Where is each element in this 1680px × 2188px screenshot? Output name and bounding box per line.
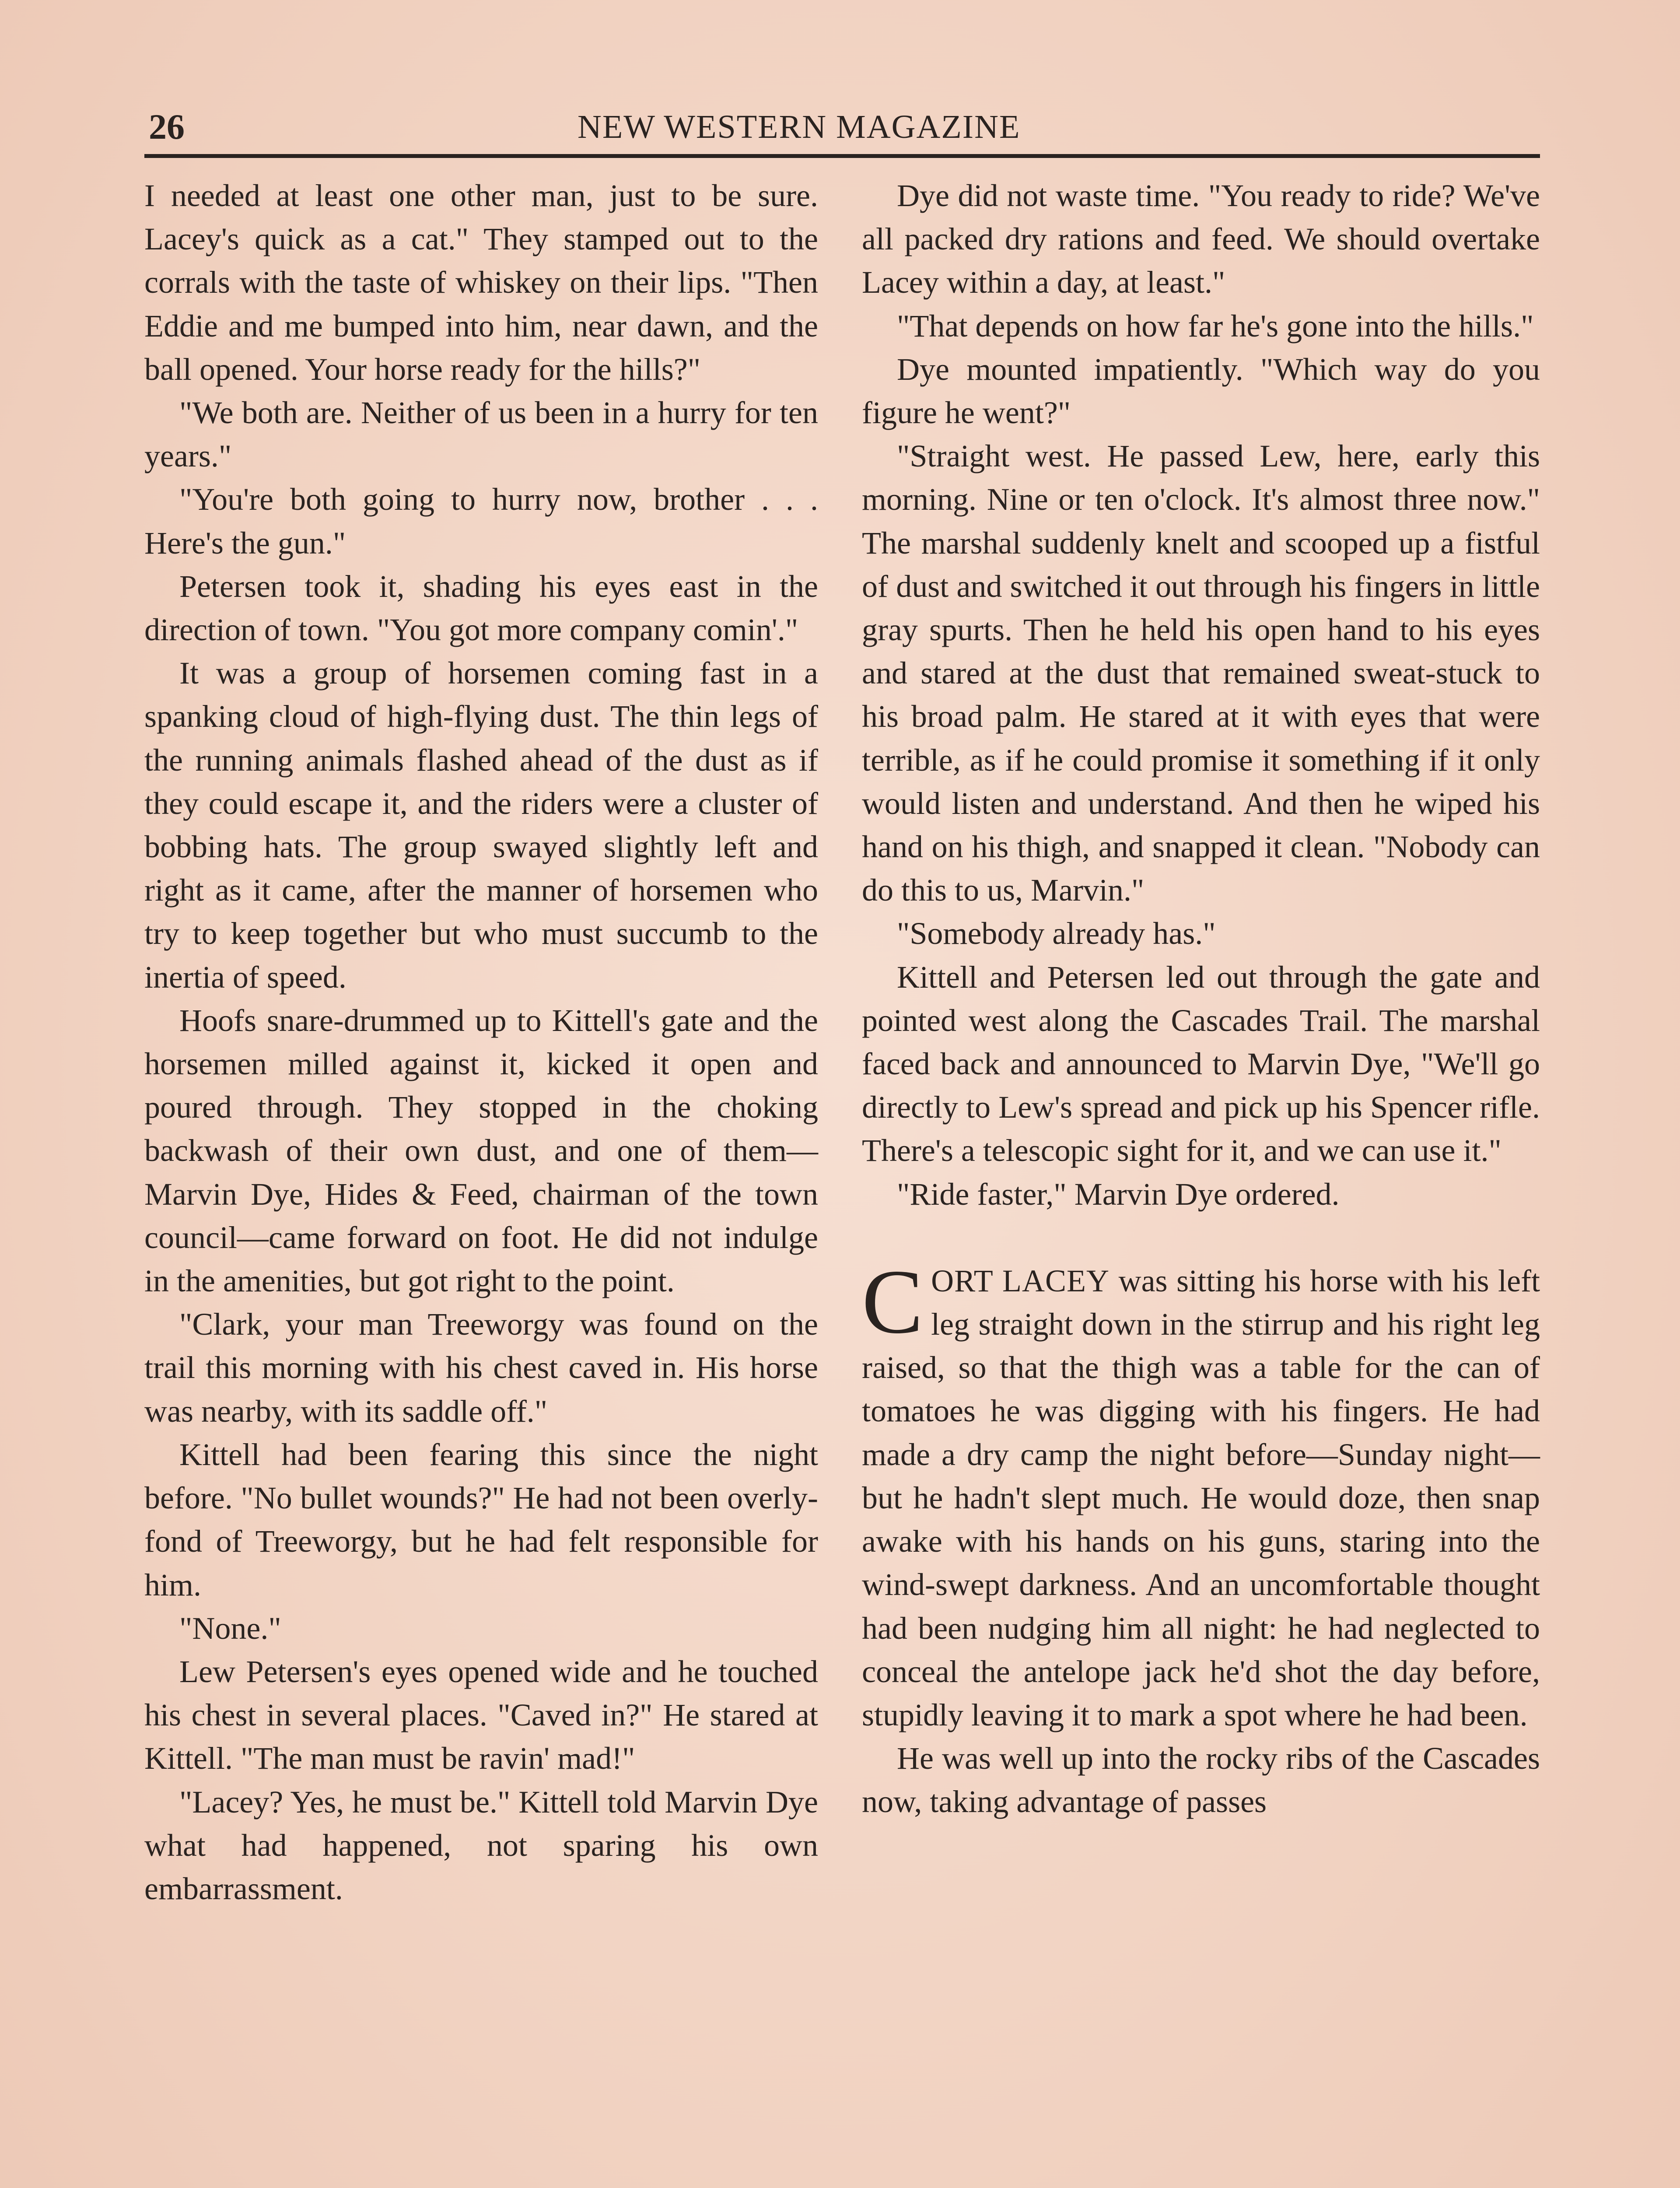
paragraph: "None." xyxy=(179,1610,281,1646)
left-column xyxy=(144,174,818,1911)
paragraph: "Clark, your man Treeworgy was found on the trail this morning with his chest caved in. His horse was nearby, with its saddle off." xyxy=(144,1307,818,1429)
paragraph: "Ride faster," Marvin Dye ordered. xyxy=(897,1176,1340,1212)
paragraph: It was a group of horsemen coming fast in a spanking cloud of high-flying dust. The thin legs of the running animals flashed ahead of the dust as if they could escape it, and the riders were a cluster of bobbing hats. The group swayed slightly left and right as it came, after the manner of horsemen who try to keep together but who must succumb to the inertia of speed. xyxy=(144,656,818,995)
paragraph: "You're both going to hurry now, brother . . . Here's the gun." xyxy=(144,482,818,561)
paragraph: "Straight west. He passed Lew, here, early this morning. Nine or ten o'clock. It's almost three now." The marshal suddenly knelt and scooped up a fistful of dust and switched it out through his fingers in little gray spurts. Then he held his open hand to his eyes and stared at the dust that remained sweat-stuck to his broad palm. He stared at it with eyes that were terrible, as if he could promise it something if it only would listen and understand. And then he wiped his hand on his thigh, and snapped it clean. "Nobody can do this to us, Marvin." xyxy=(862,438,1540,908)
dropcap-paragraph-text: was sitting his horse with his left leg straight down in the stirrup and his right leg raised, so that the thigh was a table for the can of tomatoes he was digging with his fingers. He had made a dry camp the night before—Sunday night—but he hadn't slept much. He would doze, then snap awake with his hands on his guns, staring into the wind-swept darkness. And an uncomfortable thought had been nudging him all night: he had neglected to conceal the antelope jack he'd shot the day before, stupidly leaving it to mark a spot where he had been. xyxy=(862,1263,1540,1732)
dropcap-paragraph xyxy=(862,1251,1540,1737)
paragraph: Hoofs snare-drummed up to Kittell's gate and the horsemen milled against it, kicked it open and poured through. They stopped in the choking backwash of their own dust, and one of them—Marvin Dye, Hides & Feed, chairman of the town council—came forward on foot. He did not indulge in the amenities, but got right to the point. xyxy=(144,1003,818,1299)
paragraph: Lew Petersen's eyes opened wide and he touched his chest in several places. "Caved in?" He stared at Kittell. "The man must be ravin' mad!" xyxy=(144,1654,818,1776)
page-number: 26 xyxy=(149,107,185,147)
paragraph: Petersen took it, shading his eyes east in the direction of town. "You got more company comin'." xyxy=(144,568,818,648)
paragraph: He was well up into the rocky ribs of the Cascades now, taking advantage of passes xyxy=(862,1741,1540,1820)
paragraph: Dye mounted impatiently. "Which way do you figure he went?" xyxy=(862,351,1540,431)
paragraph: Kittell and Petersen led out through the gate and pointed west along the Cascades Trail. The marshal faced back and announced to Marvin Dye, "We'll go directly to Lew's spread and pick up his Spencer rifle. There's a telescopic sight for it, and we can use it." xyxy=(862,959,1540,1168)
page-header xyxy=(144,103,1540,151)
paragraph: "We both are. Neither of us been in a hurry for ten years." xyxy=(144,395,818,474)
paragraph: "That depends on how far he's gone into the hills." xyxy=(897,308,1534,344)
paragraph: "Somebody already has." xyxy=(897,916,1216,951)
drop-cap: C xyxy=(862,1251,924,1353)
right-column xyxy=(862,174,1540,1824)
paragraph: Dye did not waste time. "You ready to ride? We've all packed dry rations and feed. We should overtake Lacey within a day, at least." xyxy=(862,178,1540,300)
section-break xyxy=(862,1216,1540,1259)
lead-words: ORT LACEY xyxy=(931,1263,1110,1298)
magazine-title: NEW WESTERN MAGAZINE xyxy=(578,109,1021,145)
paragraph: Kittell had been fearing this since the night before. "No bullet wounds?" He had not been overly-fond of Treeworgy, but he had felt responsible for him. xyxy=(144,1437,818,1602)
paragraph: I needed at least one other man, just to be sure. Lacey's quick as a cat." They stamped out to the corrals with the taste of whiskey on their lips. "Then Eddie and me bumped into him, near dawn, and the ball opened. Your horse ready for the hills?" xyxy=(144,178,818,387)
paragraph: "Lacey? Yes, he must be." Kittell told Marvin Dye what had happened, not sparing his own embarrassment. xyxy=(144,1784,818,1906)
header-rule xyxy=(144,154,1540,158)
